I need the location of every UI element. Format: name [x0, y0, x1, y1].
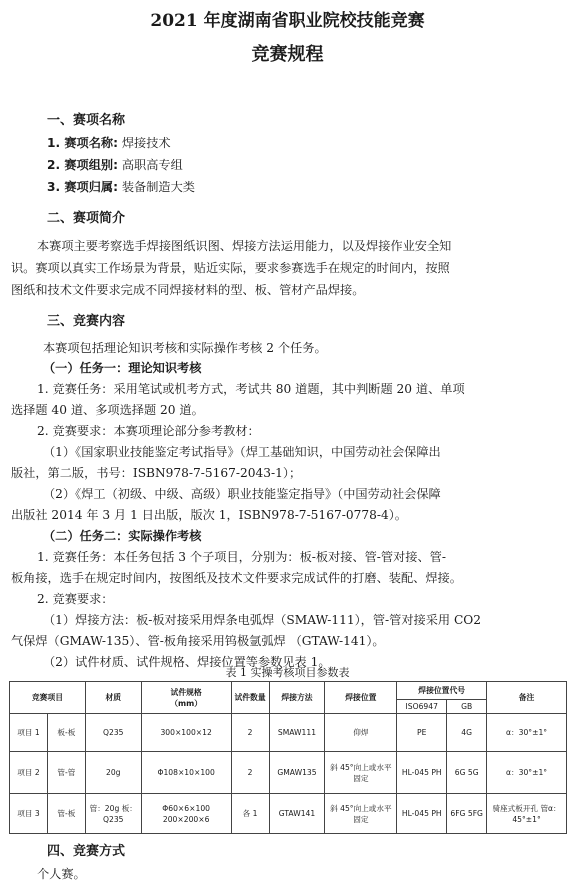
cell-no: 项目 3 — [10, 794, 48, 834]
paragraph-line: 板角接，选手在规定时间内，按图纸及技术文件要求完成试件的打磨、装配、焊接。 — [11, 571, 462, 585]
paragraph-line: 1. 竞赛任务：采用笔试或机考方式，考试共 80 道题，其中判断题 20 道、单项 — [37, 382, 465, 396]
cell-iso: HL-045 PH — [397, 794, 447, 834]
cell-position: 斜 45°向上或水平固定 — [325, 752, 397, 794]
cell-gb: 6FG 5FG — [447, 794, 487, 834]
cell-count: 2 — [231, 752, 269, 794]
header-spec — [141, 682, 231, 714]
section-heading-3: 三、竞赛内容 — [47, 314, 126, 329]
cell-name: 管-板 — [47, 794, 85, 834]
header-spec-unit: （mm） — [170, 698, 203, 708]
header-material: 材质 — [85, 682, 141, 714]
document-subtitle: 竞赛规程 — [251, 44, 324, 65]
cell-spec: 300×100×12 — [141, 714, 231, 752]
cell-count: 2 — [231, 714, 269, 752]
section-heading-1: 一、赛项名称 — [47, 113, 126, 128]
paragraph-line: （2）试件材质、试件规格、焊接位置等参数见表 1。 — [43, 655, 331, 669]
paragraph-line: 2. 竞赛要求： — [37, 592, 114, 606]
cell-position: 仰焊 — [325, 714, 397, 752]
list-item — [47, 155, 183, 175]
cell-remark: α：30°±1° — [487, 752, 567, 794]
cell-method: GTAW141 — [269, 794, 325, 834]
item-label: 1. 赛项名称: — [47, 136, 118, 150]
header-method: 焊接方法 — [269, 682, 325, 714]
task-heading-1: （一）任务一：理论知识考核 — [43, 361, 202, 375]
header-code: 焊接位置代号 — [397, 682, 487, 700]
cell-remark: α：30°±1° — [487, 714, 567, 752]
table-row — [10, 752, 567, 794]
cell-remark: 骑座式板开孔 管α：45°±1° — [487, 794, 567, 834]
paragraph-line: 2. 竞赛要求：本赛项理论部分参考教材： — [37, 424, 260, 438]
paragraph-line: 个人赛。 — [37, 867, 86, 881]
header-gb: GB — [447, 700, 487, 714]
item-label: 2. 赛项组别: — [47, 158, 118, 172]
item-value: 装备制造大类 — [121, 180, 195, 194]
cell-name: 板-板 — [47, 714, 85, 752]
cell-count: 各 1 — [231, 794, 269, 834]
paragraph-line: 本赛项主要考察选手焊接图纸识图、焊接方法运用能力，以及焊接作业安全知 — [37, 239, 452, 253]
cell-position: 斜 45°向上或水平固定 — [325, 794, 397, 834]
table-row — [10, 794, 567, 834]
paragraph-line: 版社，第二版，书号：ISBN978-7-5167-2043-1）； — [11, 466, 302, 480]
header-iso: ISO6947 — [397, 700, 447, 714]
paragraph-line: 出版社 2014 年 3 月 1 日出版，版次 1，ISBN978-7-5167-0778-4）。 — [11, 508, 407, 522]
paragraph-line: 1. 竞赛任务：本任务包括 3 个子项目，分别为：板-板对接、管-管对接、管- — [37, 550, 446, 564]
header-position: 焊接位置 — [325, 682, 397, 714]
item-label: 3. 赛项归属: — [47, 180, 118, 194]
header-project: 竞赛项目 — [10, 682, 86, 714]
cell-material: 20g — [85, 752, 141, 794]
cell-method: SMAW111 — [269, 714, 325, 752]
paragraph-line: （1）《国家职业技能鉴定考试指导》（焊工基础知识，中国劳动社会保障出 — [43, 445, 441, 459]
header-count: 试件数量 — [231, 682, 269, 714]
header-remark: 备注 — [487, 682, 567, 714]
cell-no: 项目 2 — [10, 752, 48, 794]
header-spec-label: 试件规格 — [170, 687, 202, 697]
section-heading-2: 二、赛项简介 — [47, 211, 126, 226]
task-heading-2: （二）任务二：实际操作考核 — [43, 529, 202, 543]
list-item — [47, 177, 195, 197]
paragraph-line: 图纸和技术文件要求完成不同焊接材料的型、板、管材产品焊接。 — [11, 283, 365, 297]
cell-iso: HL-045 PH — [397, 752, 447, 794]
paragraph-line: 选择题 40 道、多项选择题 20 道。 — [11, 403, 204, 417]
cell-gb: 6G 5G — [447, 752, 487, 794]
document-title: 2021 年度湖南省职业院校技能竞赛 — [150, 11, 425, 31]
cell-no: 项目 1 — [10, 714, 48, 752]
parameter-table — [9, 681, 567, 834]
paragraph-line: 本赛项包括理论知识考核和实际操作考核 2 个任务。 — [43, 341, 327, 355]
cell-spec: Φ60×6×100 200×200×6 — [141, 794, 231, 834]
cell-iso: PE — [397, 714, 447, 752]
table-caption: 表 1 实操考核项目参数表 — [225, 666, 350, 679]
item-value: 高职高专组 — [121, 158, 183, 172]
list-item — [47, 133, 171, 153]
paragraph-line: （1）焊接方法：板-板对接采用焊条电弧焊（SMAW-111），管-管对接采用 CO2 — [43, 613, 482, 627]
cell-spec: Φ108×10×100 — [141, 752, 231, 794]
paragraph-line: （2）《焊工（初级、中级、高级）职业技能鉴定指导》（中国劳动社会保障 — [43, 487, 441, 501]
item-value: 焊接技术 — [121, 136, 171, 150]
cell-method: GMAW135 — [269, 752, 325, 794]
section-heading-4: 四、竞赛方式 — [47, 844, 126, 859]
table-row — [10, 714, 567, 752]
cell-gb: 4G — [447, 714, 487, 752]
paragraph-line: 识。赛项以真实工作场景为背景，贴近实际，要求参赛选手在规定的时间内，按照 — [11, 261, 450, 275]
cell-name: 管-管 — [47, 752, 85, 794]
cell-material: 管：20g 板：Q235 — [85, 794, 141, 834]
cell-material: Q235 — [85, 714, 141, 752]
paragraph-line: 气保焊（GMAW-135）、管-板角接采用钨极氩弧焊 （GTAW-141）。 — [11, 634, 385, 648]
